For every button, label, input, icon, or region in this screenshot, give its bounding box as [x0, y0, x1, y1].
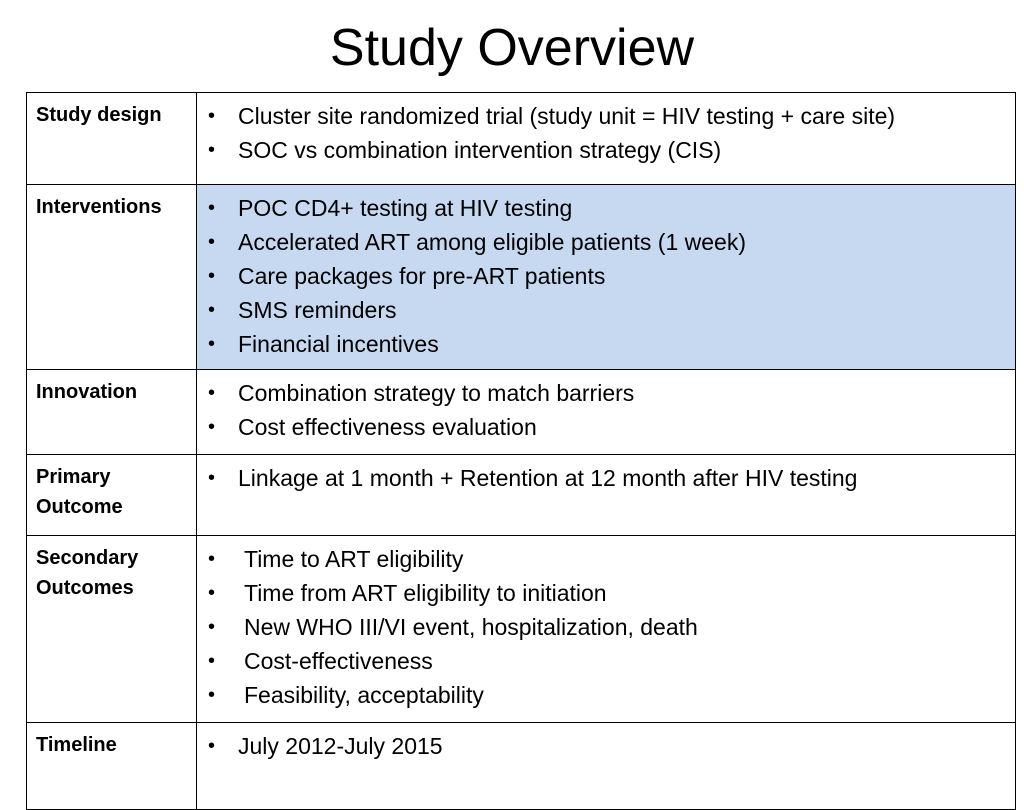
row-label-interventions	[27, 185, 197, 370]
bullet-list	[205, 191, 1015, 361]
list-item	[205, 610, 1015, 644]
list-item	[205, 729, 1015, 763]
bullet-icon: •	[208, 467, 216, 489]
row-label-innovation	[27, 370, 197, 455]
row-label-study-design	[27, 93, 197, 185]
table-row-study-design	[27, 93, 1016, 185]
table-row-secondary-outcomes	[27, 536, 1016, 723]
slide-title: Study Overview	[329, 19, 695, 77]
bullet-icon: •	[208, 616, 216, 638]
bullet-list	[205, 729, 1015, 763]
list-item-text: Cluster site randomized trial (study unit = HIV testing + care site)	[238, 103, 896, 129]
bullet-icon: •	[208, 139, 216, 161]
list-item-text: SOC vs combination intervention strategy (CIS)	[238, 137, 722, 163]
list-item	[205, 461, 1015, 495]
list-item-text: Linkage at 1 month + Retention at 12 month after HIV testing	[238, 465, 858, 491]
bullet-icon: •	[208, 582, 216, 604]
list-item	[205, 259, 1015, 293]
row-label-line: Secondary	[36, 547, 139, 569]
list-item-text: Financial incentives	[238, 331, 439, 357]
list-item-text: Accelerated ART among eligible patients (1 week)	[238, 229, 746, 255]
list-item-text: July 2012-July 2015	[238, 733, 443, 759]
row-content-secondary-outcomes	[197, 536, 1016, 723]
bullet-icon: •	[208, 333, 216, 355]
list-item	[205, 644, 1015, 678]
bullet-list	[205, 99, 1015, 167]
list-item	[205, 133, 1015, 167]
list-item-text: New WHO III/VI event, hospitalization, death	[244, 614, 698, 640]
row-content-interventions	[197, 185, 1016, 370]
list-item-text: Time to ART eligibility	[244, 546, 464, 572]
row-label-text: Study design	[36, 104, 162, 126]
list-item	[205, 225, 1015, 259]
bullet-icon: •	[208, 197, 216, 219]
bullet-icon: •	[208, 265, 216, 287]
list-item	[205, 293, 1015, 327]
list-item	[205, 99, 1015, 133]
row-label-primary-outcome	[27, 455, 197, 536]
row-content-timeline	[197, 723, 1016, 810]
bullet-icon: •	[208, 650, 216, 672]
list-item	[205, 327, 1015, 361]
bullet-icon: •	[208, 105, 216, 127]
list-item	[205, 376, 1015, 410]
list-item	[205, 410, 1015, 444]
bullet-icon: •	[208, 735, 216, 757]
bullet-list	[205, 461, 1015, 495]
row-content-innovation	[197, 370, 1016, 455]
bullet-list	[205, 376, 1015, 444]
bullet-icon: •	[208, 299, 216, 321]
list-item-text: SMS reminders	[238, 297, 397, 323]
bullet-icon: •	[208, 684, 216, 706]
list-item-text: POC CD4+ testing at HIV testing	[238, 195, 573, 221]
bullet-icon: •	[208, 231, 216, 253]
row-label-text: Innovation	[36, 381, 138, 403]
list-item-text: Time from ART eligibility to initiation	[244, 580, 607, 606]
list-item	[205, 678, 1015, 712]
table-row-innovation	[27, 370, 1016, 455]
list-item-text: Care packages for pre-ART patients	[238, 263, 606, 289]
list-item-text: Feasibility, acceptability	[244, 682, 484, 708]
table-row-interventions	[27, 185, 1016, 370]
list-item-text: Cost effectiveness evaluation	[238, 414, 537, 440]
list-item	[205, 542, 1015, 576]
table-row-timeline	[27, 723, 1016, 810]
bullet-list	[205, 542, 1015, 712]
list-item-text: Cost-effectiveness	[244, 648, 433, 674]
row-label-timeline	[27, 723, 197, 810]
bullet-icon: •	[208, 416, 216, 438]
table-row-primary-outcome	[27, 455, 1016, 536]
list-item	[205, 191, 1015, 225]
list-item	[205, 576, 1015, 610]
row-label-line: Primary	[36, 466, 111, 488]
row-label-line: Outcomes	[36, 577, 134, 599]
study-overview-table	[26, 92, 1016, 810]
list-item-text: Combination strategy to match barriers	[238, 380, 635, 406]
row-content-primary-outcome	[197, 455, 1016, 536]
bullet-icon: •	[208, 382, 216, 404]
row-label-secondary-outcomes	[27, 536, 197, 723]
bullet-icon: •	[208, 548, 216, 570]
row-label-text: Timeline	[36, 734, 117, 756]
row-label-text: Interventions	[36, 196, 162, 218]
row-content-study-design	[197, 93, 1016, 185]
row-label-line: Outcome	[36, 496, 123, 518]
